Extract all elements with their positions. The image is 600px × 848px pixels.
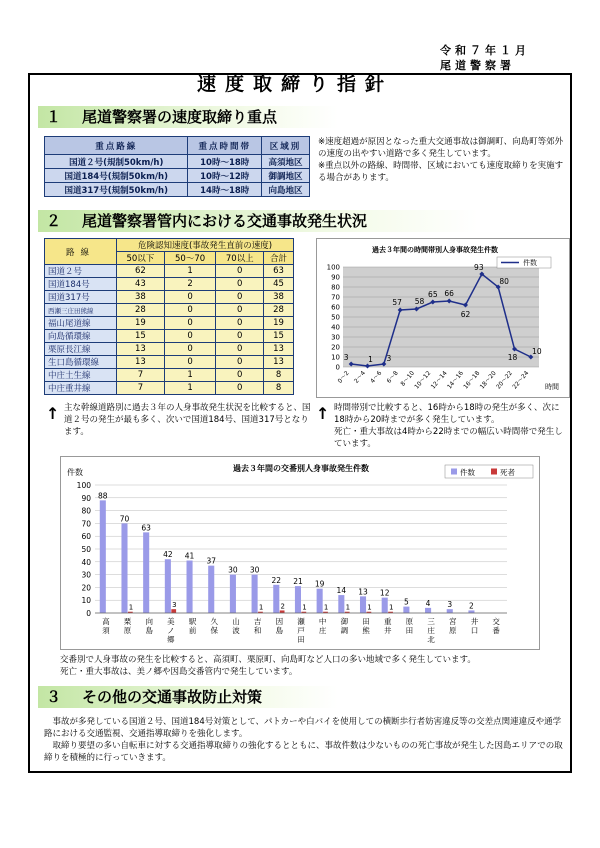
category-label: 吉 bbox=[253, 617, 262, 626]
bar-value-label: 1 bbox=[345, 603, 351, 612]
priority-header-area: 区域別 bbox=[261, 137, 309, 155]
category-label: 熊 bbox=[362, 626, 370, 635]
y-tick-label: 80 bbox=[331, 283, 340, 292]
bar-value-label: 1 bbox=[302, 603, 307, 612]
section-2-number: ２ bbox=[46, 212, 62, 230]
x-tick-label: 22～24 bbox=[511, 369, 531, 391]
x-tick-label: 4～6 bbox=[369, 369, 384, 385]
table-cell: 38 bbox=[117, 291, 165, 304]
bar-value-label: 88 bbox=[98, 491, 108, 501]
table-cell: 向島地区 bbox=[261, 183, 309, 197]
category-label: 美 bbox=[167, 617, 175, 626]
bar-value-label: 37 bbox=[206, 556, 217, 566]
table-cell: 国道184号(規制50km/h) bbox=[45, 169, 188, 183]
bar-value-label: 5 bbox=[403, 597, 409, 607]
table-cell: 1 bbox=[164, 369, 216, 382]
data-label: 3 bbox=[386, 354, 392, 363]
speed-subheader: 70以上 bbox=[216, 252, 264, 265]
route-name: 向島循環線 bbox=[45, 330, 117, 343]
data-label: 58 bbox=[414, 297, 425, 306]
table-cell: 19 bbox=[264, 317, 294, 330]
bar-count bbox=[165, 559, 171, 613]
category-label: 山 bbox=[232, 617, 240, 626]
x-tick-label: 2～4 bbox=[352, 369, 368, 385]
table-cell: 28 bbox=[264, 304, 294, 317]
category-label: 保 bbox=[210, 626, 219, 635]
data-label: 1 bbox=[368, 355, 373, 364]
category-label: 高 bbox=[102, 617, 110, 626]
bar-count bbox=[425, 608, 431, 613]
bar-count bbox=[230, 575, 236, 613]
section-3-text bbox=[44, 716, 564, 764]
route-name: 中庄土生線 bbox=[45, 369, 117, 382]
speed-group-header: 危険認知速度(事故発生直前の速度) bbox=[117, 239, 294, 252]
table-row bbox=[45, 330, 294, 343]
bar-value-label: 2 bbox=[469, 601, 474, 611]
y-tick-label: 80 bbox=[81, 506, 91, 516]
bar-count bbox=[360, 596, 366, 613]
category-label: 重 bbox=[383, 617, 392, 626]
category-label: 原 bbox=[123, 626, 132, 635]
x-tick-label: 18～20 bbox=[478, 369, 498, 391]
y-tick-label: 90 bbox=[81, 493, 91, 503]
table-cell: 19 bbox=[117, 317, 165, 330]
category-label: 原 bbox=[405, 617, 414, 626]
note-text: 死亡・重大事故は4時から22時までの幅広い時間帯で発生しています。 bbox=[334, 427, 563, 449]
bar-value-label: 1 bbox=[128, 603, 134, 612]
data-label: 57 bbox=[392, 298, 402, 307]
table-cell: 10時～12時 bbox=[188, 169, 261, 183]
bar-chart-title: 過去３年間の交番別人身事故発生件数 bbox=[233, 464, 369, 473]
table-cell: 高須地区 bbox=[261, 155, 309, 169]
route-name: 生口島循環線 bbox=[45, 356, 117, 369]
bar-value-label: 2 bbox=[280, 602, 286, 611]
y-tick-label: 100 bbox=[76, 481, 91, 490]
bar-value-label: 22 bbox=[271, 575, 282, 585]
category-label: 島 bbox=[275, 626, 284, 635]
y-tick-label: 100 bbox=[326, 263, 340, 272]
x-tick-label: 12～14 bbox=[429, 369, 449, 391]
y-tick-label: 0 bbox=[86, 609, 91, 618]
route-header: 路線 bbox=[45, 239, 117, 265]
bar-value-label: 41 bbox=[184, 551, 195, 561]
route-note: 主な幹線道路別に過去３年の人身事故発生状況を比較すると、国道２号の発生が最も多く、次いで国道184号、国道317号となります。 bbox=[64, 403, 311, 437]
route-accident-table bbox=[44, 238, 294, 395]
bar-value-label: 30 bbox=[228, 565, 238, 575]
table-row bbox=[45, 265, 294, 278]
section-3-title: その他の交通事故防止対策 bbox=[82, 688, 263, 706]
speed-subheader: 合計 bbox=[264, 252, 294, 265]
line-chart-svg bbox=[317, 239, 571, 399]
bar-value-label: 1 bbox=[323, 603, 329, 612]
route-name: 国道317号 bbox=[45, 291, 117, 304]
priority-header-route: 重点路線 bbox=[45, 137, 188, 155]
data-label: 10 bbox=[532, 347, 542, 356]
hourly-note bbox=[334, 402, 570, 450]
category-label: 向 bbox=[145, 617, 153, 626]
table-row bbox=[45, 343, 294, 356]
table-cell: 0 bbox=[216, 278, 264, 291]
section-3-heading bbox=[38, 686, 338, 708]
bar-count bbox=[338, 595, 344, 613]
legend-label: 死者 bbox=[500, 468, 515, 477]
note-text: ※重点以外の路線、時間帯、区域においても速度取締りを実施する場合があります。 bbox=[318, 161, 564, 183]
table-cell: 国道317号(規制50km/h) bbox=[45, 183, 188, 197]
table-cell: 0 bbox=[216, 343, 264, 356]
bar-value-label: 1 bbox=[388, 603, 394, 612]
section-1-number: １ bbox=[46, 108, 62, 126]
category-label: 須 bbox=[102, 626, 110, 635]
measure-text: 事故が多発している国道２号、国道184号対策として、パトカーや白バイを使用しての横断歩行者妨害違反等の交差点関連違反や通学路における交通監視、交通指導取締りを強化します。 bbox=[44, 717, 562, 739]
bar-count bbox=[187, 561, 193, 613]
legend-label: 件数 bbox=[460, 468, 475, 477]
category-label: 交 bbox=[492, 617, 500, 626]
table-cell: 13 bbox=[264, 343, 294, 356]
table-cell: 0 bbox=[216, 291, 264, 304]
table-row bbox=[45, 155, 310, 169]
bar-value-label: 19 bbox=[314, 579, 325, 589]
category-label: 井 bbox=[383, 626, 392, 635]
category-label: 田 bbox=[297, 635, 305, 644]
category-label: ノ bbox=[167, 626, 175, 635]
table-cell: 0 bbox=[164, 304, 216, 317]
y-tick-label: 60 bbox=[81, 532, 91, 542]
bar-count bbox=[317, 589, 323, 613]
category-label: 調 bbox=[340, 626, 349, 635]
measure-text: 取締り要望の多い自転車に対する交通指導取締りの強化するとともに、事故件数は少ないものの死亡事故が発生した因島エリアでの取締りを積極的に行っていきます。 bbox=[44, 741, 563, 763]
category-label: 宮 bbox=[449, 617, 457, 626]
priority-header-time: 重点時間帯 bbox=[188, 137, 261, 155]
table-cell: 10時～18時 bbox=[188, 155, 261, 169]
legend-box bbox=[445, 465, 533, 478]
table-cell: 御調地区 bbox=[261, 169, 309, 183]
table-row bbox=[45, 317, 294, 330]
y-tick-label: 10 bbox=[331, 353, 340, 362]
category-label: 因 bbox=[275, 617, 284, 626]
priority-table bbox=[44, 136, 310, 197]
table-cell: 0 bbox=[216, 356, 264, 369]
table-cell: 62 bbox=[117, 265, 165, 278]
category-label: 番 bbox=[492, 626, 500, 635]
category-label: 瀬 bbox=[297, 617, 305, 626]
y-tick-label: 30 bbox=[81, 570, 91, 580]
x-tick-label: 0～2 bbox=[336, 369, 351, 385]
bar-count bbox=[208, 566, 214, 613]
bar-deaths bbox=[171, 609, 176, 613]
bar-count bbox=[447, 609, 453, 613]
x-tick-label: 14～16 bbox=[445, 369, 466, 391]
table-cell: 0 bbox=[164, 343, 216, 356]
bar-value-label: 21 bbox=[293, 577, 303, 587]
table-cell: 0 bbox=[164, 317, 216, 330]
note-text: ※速度超過が原因となった重大交通事故は御調町、向島町等郊外の速度の出やすい道路で多く発生しています。 bbox=[318, 137, 564, 159]
category-label: 口 bbox=[470, 626, 479, 635]
category-label: 和 bbox=[253, 626, 262, 635]
category-label: 波 bbox=[232, 626, 240, 635]
table-cell: 0 bbox=[216, 330, 264, 343]
bar-value-label: 3 bbox=[172, 601, 177, 610]
bar-value-label: 1 bbox=[367, 603, 372, 612]
y-tick-label: 10 bbox=[81, 596, 91, 606]
y-tick-label: 20 bbox=[331, 343, 340, 352]
section-1-title: 尾道警察署の速度取締り重点 bbox=[82, 108, 278, 126]
category-label: 庄 bbox=[318, 626, 327, 635]
table-cell: 13 bbox=[117, 343, 165, 356]
document-date: 令和７年１月 bbox=[440, 44, 530, 57]
bar-count bbox=[295, 586, 301, 613]
speed-subheader: 50以下 bbox=[117, 252, 165, 265]
table-row bbox=[45, 169, 310, 183]
bar-value-label: 42 bbox=[163, 550, 173, 560]
table-cell: 7 bbox=[117, 369, 165, 382]
note-text: 交番別で人身事故の発生を比較すると、高須町、栗原町、向島町など人口の多い地域で多く発生しています。 bbox=[60, 655, 476, 665]
table-cell: 0 bbox=[216, 317, 264, 330]
category-label: 前 bbox=[188, 626, 197, 635]
section-2-heading bbox=[38, 210, 478, 232]
table-cell: 0 bbox=[216, 304, 264, 317]
up-arrow-icon: ↑ bbox=[316, 404, 330, 423]
category-label: 郷 bbox=[167, 635, 175, 644]
y-tick-label: 70 bbox=[81, 519, 91, 529]
route-name: 国道２号 bbox=[45, 265, 117, 278]
bar-chart-svg bbox=[61, 457, 541, 651]
x-tick-label: 20～22 bbox=[494, 369, 515, 391]
table-row bbox=[45, 291, 294, 304]
table-cell: 15 bbox=[264, 330, 294, 343]
table-cell: 2 bbox=[164, 278, 216, 291]
table-cell: 15 bbox=[117, 330, 165, 343]
table-cell: 8 bbox=[264, 369, 294, 382]
table-cell: 45 bbox=[264, 278, 294, 291]
x-tick-label: 8～10 bbox=[399, 369, 417, 388]
category-label: 北 bbox=[427, 635, 435, 644]
table-cell: 1 bbox=[164, 382, 216, 395]
y-tick-label: 0 bbox=[335, 363, 340, 372]
bar-value-label: 70 bbox=[119, 514, 130, 524]
table-cell: 14時～18時 bbox=[188, 183, 261, 197]
route-name: 福山尾道線 bbox=[45, 317, 117, 330]
category-label: 田 bbox=[362, 617, 370, 626]
section-1-heading bbox=[38, 106, 338, 128]
speed-subheader: 50～70 bbox=[164, 252, 216, 265]
legend-swatch-deaths bbox=[491, 469, 497, 475]
y-tick-label: 40 bbox=[81, 557, 91, 567]
category-label: 駅 bbox=[188, 617, 197, 626]
legend-swatch-count bbox=[451, 469, 457, 475]
table-row bbox=[45, 304, 294, 317]
table-row bbox=[45, 369, 294, 382]
bar-value-label: 63 bbox=[141, 523, 151, 533]
data-label: 66 bbox=[444, 289, 454, 298]
hourly-line-chart bbox=[316, 238, 570, 398]
bar-value-label: 4 bbox=[425, 598, 431, 608]
table-row bbox=[45, 356, 294, 369]
data-label: 65 bbox=[428, 290, 438, 299]
category-label: 栗 bbox=[123, 617, 132, 626]
category-label: 田 bbox=[405, 626, 414, 635]
legend-label: 件数 bbox=[523, 259, 537, 267]
category-label: 原 bbox=[449, 626, 457, 635]
note-text: 時間帯別で比較すると、16時から18時の発生が多く、次に18時から20時までが多く発生しています。 bbox=[334, 403, 560, 425]
x-tick-label: 10～12 bbox=[413, 369, 433, 391]
bar-value-label: 3 bbox=[447, 600, 453, 610]
table-cell: 0 bbox=[164, 330, 216, 343]
x-tick-label: 6～8 bbox=[385, 369, 400, 385]
bar-count bbox=[273, 585, 279, 613]
section-1-notes bbox=[318, 136, 570, 184]
table-cell: 0 bbox=[216, 382, 264, 395]
koban-bar-chart bbox=[60, 456, 540, 650]
data-label: 93 bbox=[474, 263, 484, 272]
bar-count bbox=[143, 532, 149, 613]
bar-value-label: 13 bbox=[358, 587, 368, 597]
category-label: 三 bbox=[427, 617, 435, 626]
table-cell: 7 bbox=[117, 382, 165, 395]
category-label: 庄 bbox=[427, 626, 435, 635]
section-2-title: 尾道警察署管内における交通事故発生状況 bbox=[82, 212, 368, 230]
y-tick-label: 60 bbox=[331, 303, 340, 312]
data-label: 80 bbox=[499, 277, 509, 286]
category-label: 島 bbox=[145, 626, 153, 635]
table-cell: 43 bbox=[117, 278, 165, 291]
bar-value-label: 1 bbox=[258, 603, 264, 612]
table-cell: 28 bbox=[117, 304, 165, 317]
up-arrow-icon: ↑ bbox=[46, 404, 60, 423]
data-label: 62 bbox=[460, 310, 471, 319]
y-tick-label: 30 bbox=[331, 333, 340, 342]
table-row bbox=[45, 382, 294, 395]
note-text: 死亡・重大事故は、美ノ郷や因島交番管内で発生しています。 bbox=[60, 667, 298, 677]
category-label: 井 bbox=[470, 617, 479, 626]
y-tick-label: 50 bbox=[331, 313, 340, 322]
y-axis-label: 件数 bbox=[67, 468, 83, 477]
category-label: 御 bbox=[340, 617, 349, 626]
table-cell: 0 bbox=[216, 265, 264, 278]
y-tick-label: 20 bbox=[81, 583, 91, 593]
bar-count bbox=[403, 607, 409, 613]
bar-count bbox=[121, 523, 127, 613]
data-label: 3 bbox=[343, 353, 349, 362]
koban-note bbox=[60, 654, 560, 678]
route-name: 栗原長江線 bbox=[45, 343, 117, 356]
table-cell: 0 bbox=[164, 291, 216, 304]
bar-count bbox=[252, 575, 258, 613]
police-station-name: 尾道警察署 bbox=[440, 59, 515, 72]
y-tick-label: 40 bbox=[331, 323, 340, 332]
bar-value-label: 30 bbox=[249, 565, 260, 575]
category-label: 久 bbox=[210, 617, 219, 626]
main-title: 速度取締り指針 bbox=[196, 73, 393, 95]
route-name: 西瀬三庄田熊線 bbox=[45, 304, 117, 317]
table-cell: 国道２号(規制50km/h) bbox=[45, 155, 188, 169]
table-row bbox=[45, 183, 310, 197]
route-name: 中庄重井線 bbox=[45, 382, 117, 395]
bar-count bbox=[100, 500, 106, 613]
data-label: 18 bbox=[507, 353, 518, 362]
table-cell: 0 bbox=[216, 369, 264, 382]
table-cell: 13 bbox=[264, 356, 294, 369]
section-3-number: ３ bbox=[46, 688, 62, 706]
category-label: 中 bbox=[318, 617, 327, 626]
bar-value-label: 12 bbox=[379, 588, 390, 598]
y-tick-label: 90 bbox=[331, 273, 340, 282]
table-cell: 0 bbox=[164, 356, 216, 369]
bar-value-label: 14 bbox=[336, 586, 347, 596]
y-tick-label: 50 bbox=[81, 545, 91, 554]
bar-count bbox=[382, 598, 388, 613]
route-name: 国道184号 bbox=[45, 278, 117, 291]
y-tick-label: 70 bbox=[331, 293, 340, 302]
line-chart-title: 過去３年間の時間帯別人身事故発生件数 bbox=[372, 246, 498, 254]
table-row bbox=[45, 278, 294, 291]
x-tick-label: 16～18 bbox=[462, 369, 482, 391]
x-axis-label: 時間 bbox=[545, 383, 559, 391]
table-cell: 8 bbox=[264, 382, 294, 395]
table-cell: 63 bbox=[264, 265, 294, 278]
table-cell: 38 bbox=[264, 291, 294, 304]
table-cell: 13 bbox=[117, 356, 165, 369]
category-label: 戸 bbox=[297, 626, 305, 635]
table-cell: 1 bbox=[164, 265, 216, 278]
